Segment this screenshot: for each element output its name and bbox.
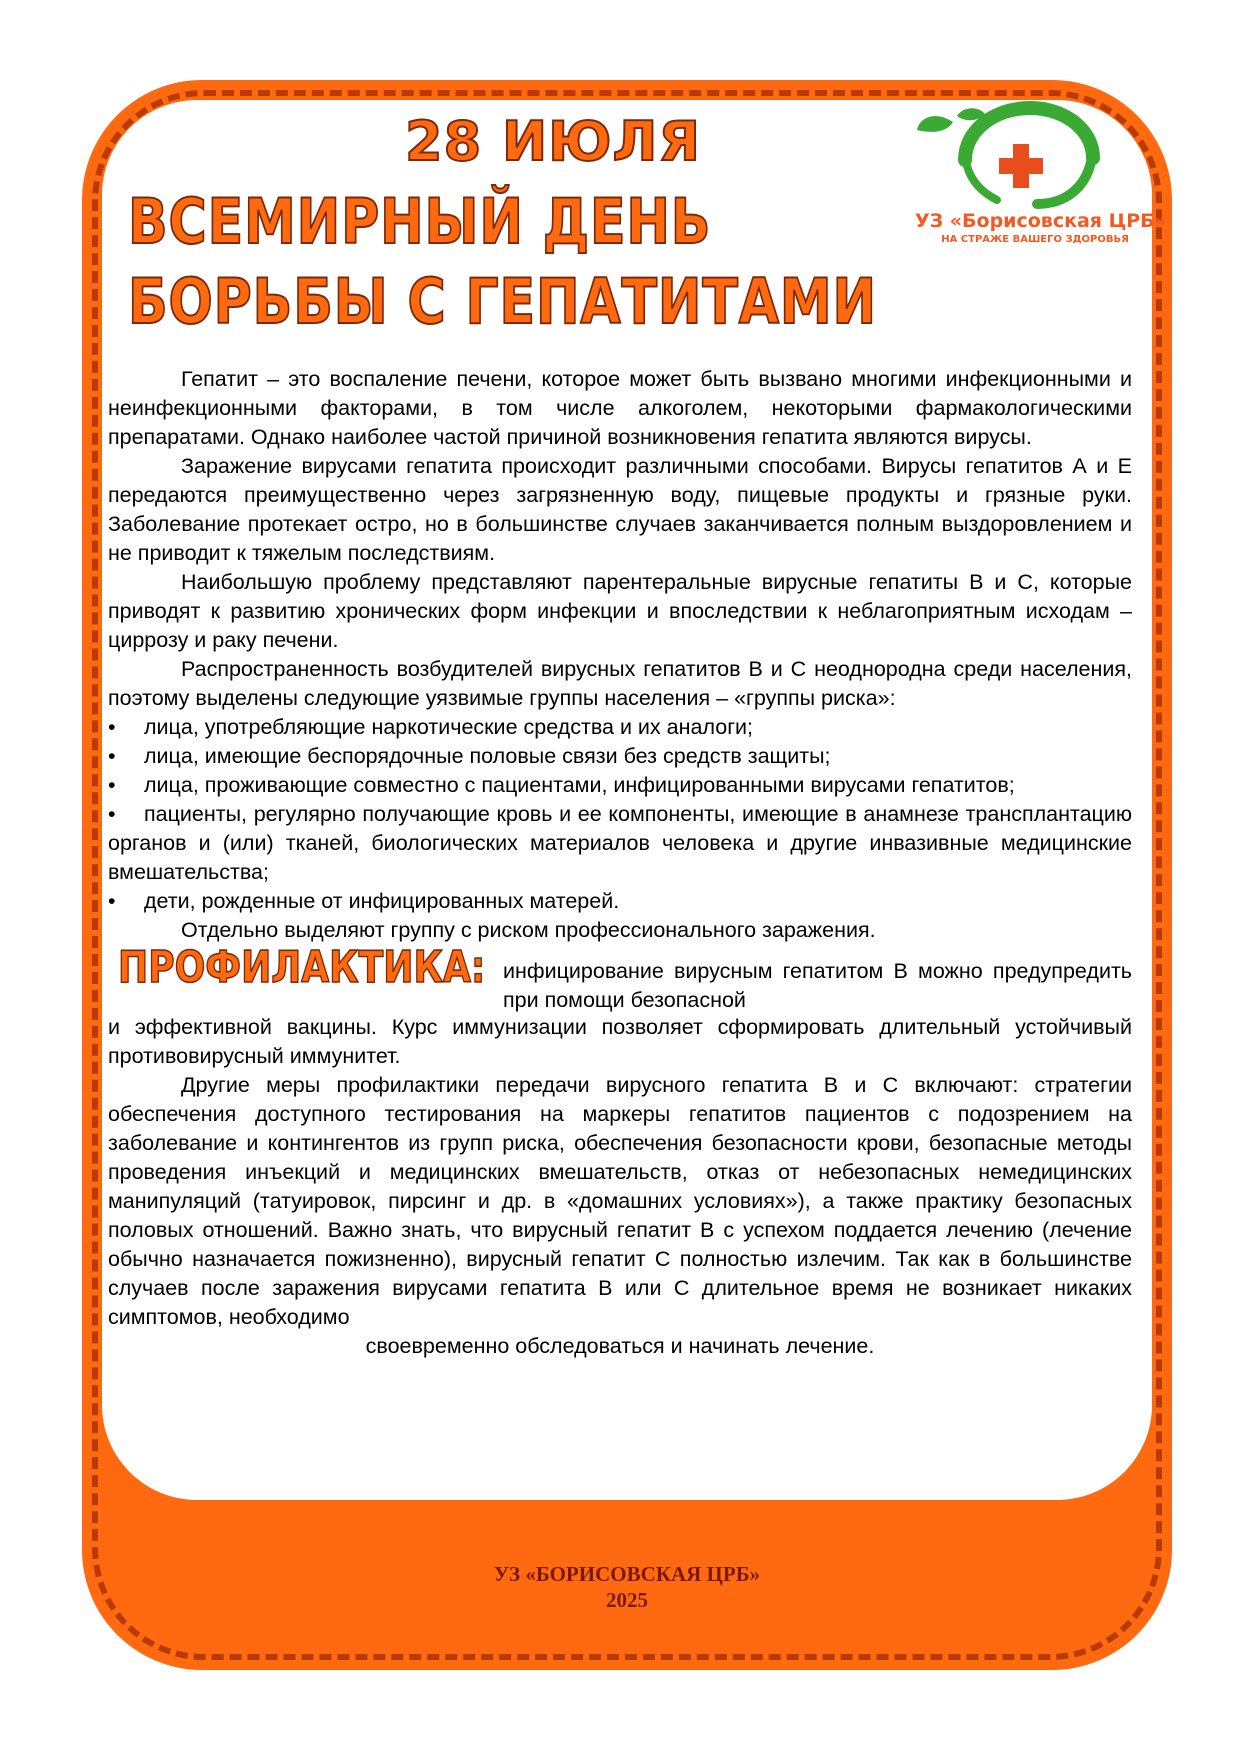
- logo-name: УЗ «Борисовская ЦРБ»: [915, 210, 1167, 232]
- risk-group-list: [108, 713, 1132, 916]
- bullet-icon: •: [108, 802, 116, 826]
- list-item: • пациенты, регулярно получающие кровь и ее компоненты, имеющие в анамнезе трансплантацию органов и (или) тканей, биологических материалов человека и другие инвазивные медицинские вмешательства;: [108, 802, 1132, 884]
- heading-line-2: БОРЬБЫ С ГЕПАТИТАМИ: [128, 265, 877, 338]
- footer-org: УЗ «БОРИСОВСКАЯ ЦРБ»: [493, 1562, 761, 1586]
- paragraph-4: Распространенность возбудителей вирусных гепатитов В и С неоднородна среди населения, поэтому выделены следующие уязвимые группы населения – «группы риска»:: [108, 657, 1132, 710]
- prophylaxis-header: [108, 942, 1132, 1013]
- paragraph-1: Гепатит – это воспаление печени, которое может быть вызвано многими инфекционными и неинфекционными факторами, в том числе алкоголем, некоторыми фармакологическими препаратами. Однако наиболее частой причиной возникновения гепатита являются вирусы.: [108, 367, 1132, 449]
- list-item: • лица, имеющие беспорядочные половые связи без средств защиты;: [108, 742, 1132, 771]
- prophylaxis-paragraph: Другие меры профилактики передачи вирусного гепатита В и С включают: стратегии обеспечения доступного тестирования на маркеры гепатитов пациентов с подозрением на заболевание и контингентов из групп риска, обеспечения безопасности крови, безопасные методы проведения инъекций и медицинских вмешательств, отказ от небезопасных немедицинских манипуляций (татуировок, пирсинг и др. в «домашних условиях»), а также практику безопасных половых отношений. Важно знать, что вирусный гепатит В с успехом поддается лечению (лечение обычно назначается пожизненно), вирусный гепатит С полностью излечим. Так как в большинстве случаев после заражения вирусами гепатита В или С длительное время не возникает никаких симптомов, необходимо: [108, 1073, 1132, 1329]
- logo-slogan: НА СТРАЖЕ ВАШЕГО ЗДОРОВЬЯ: [941, 234, 1129, 245]
- heading-date: 28 ИЮЛЯ: [405, 110, 701, 173]
- paragraph-2: Заражение вирусами гепатита происходит различными способами. Вирусы гепатитов А и Е передаются преимущественно через загрязненную воду, пищевые продукты и грязные руки. Заболевание протекает остро, но в большинстве случаев заканчивается полным выздоровлением и не приводит к тяжелым последствиям.: [108, 454, 1132, 565]
- list-item: • дети, рожденные от инфицированных матерей.: [108, 887, 1132, 916]
- paragraph-3: Наибольшую проблему представляют парентеральные вирусные гепатиты В и С, которые приводят к развитию хронических форм инфекции и впоследствии к неблагоприятным исходам – циррозу и раку печени.: [108, 570, 1132, 652]
- prophylaxis-title: ПРОФИЛАКТИКА:: [118, 942, 486, 993]
- article-body: [108, 365, 1132, 1361]
- bullet-icon: •: [108, 744, 116, 768]
- prophylaxis-last-line: своевременно обследоваться и начинать лечение.: [365, 1334, 875, 1358]
- bullet-icon: •: [108, 773, 116, 797]
- list-item: • лица, употребляющие наркотические средства и их аналоги;: [108, 713, 1132, 742]
- heading-line-1: ВСЕМИРНЫЙ ДЕНЬ: [128, 185, 712, 258]
- bullet-icon: •: [108, 889, 116, 913]
- footer-year: 2025: [606, 1588, 648, 1612]
- bullet-icon: •: [108, 715, 116, 739]
- list-item: • лица, проживающие совместно с пациентами, инфицированными вирусами гепатитов;: [108, 771, 1132, 800]
- prophylaxis-continuation: и эффективной вакцины. Курс иммунизации позволяет сформировать длительный устойчивый противовирусный иммунитет.: [108, 1015, 1132, 1068]
- prophylaxis-inline: инфицирование вирусным гепатитом В можно предупредить при помощи безопасной: [503, 959, 1132, 1012]
- occupational-risk: Отдельно выделяют группу с риском профессионального заражения.: [181, 918, 876, 942]
